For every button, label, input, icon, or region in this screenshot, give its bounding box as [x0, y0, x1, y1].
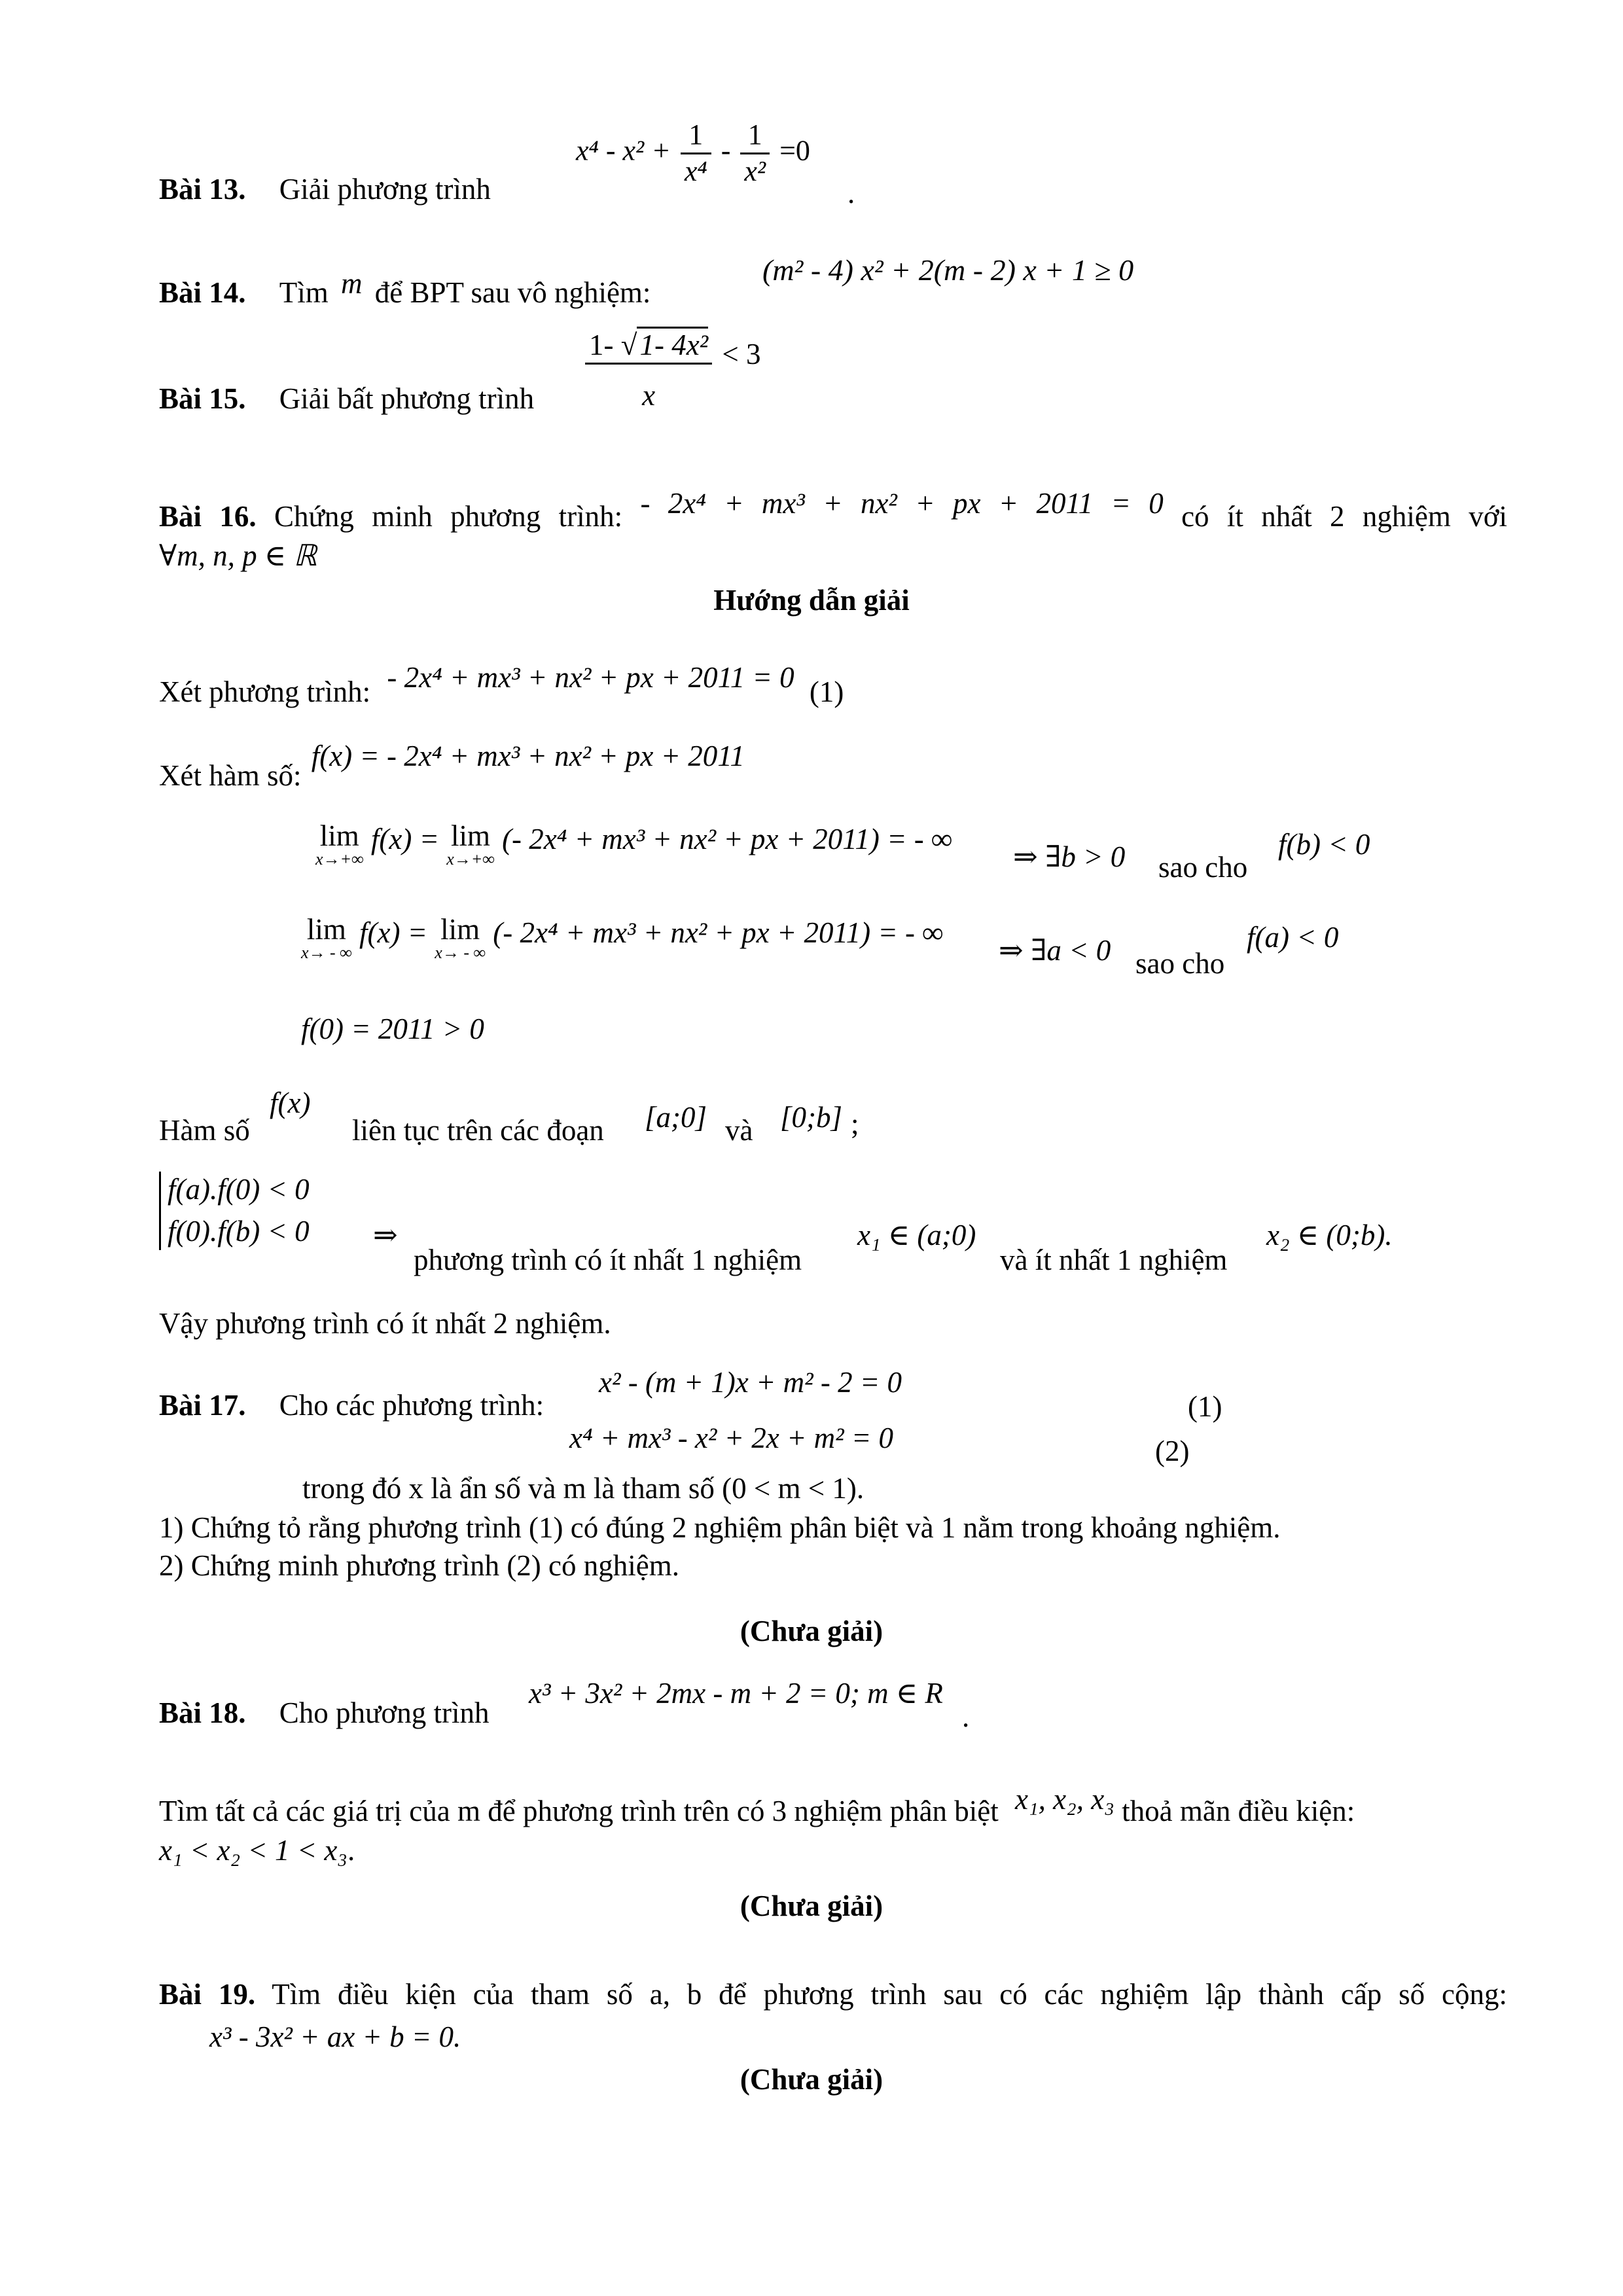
bai16-fn: f(x) = - 2x⁴ + mx³ + nx² + px + 2011: [311, 740, 745, 772]
bai13-frac1-num: 1: [681, 118, 711, 154]
cont-text4: ;: [851, 1107, 859, 1140]
bai18-cond: [159, 1833, 355, 1868]
cont-text1: Hàm số: [159, 1114, 250, 1147]
bai17-eq2-tag: (2): [1155, 1435, 1190, 1467]
bai16-text1: Chứng minh phương trình:: [274, 500, 623, 533]
bai13-formula: [576, 118, 810, 189]
bai17-row: [159, 1388, 544, 1423]
bai13-lead: x⁴ - x² +: [576, 134, 671, 167]
bai16-conclusion: Vậy phương trình có ít nhất 2 nghiệm.: [159, 1307, 611, 1340]
bai13-label: Bài 13.: [159, 173, 246, 206]
bai13-period: .: [847, 177, 855, 209]
bai13-frac1-den: x⁴: [684, 154, 707, 187]
cont-text3: và: [725, 1114, 753, 1147]
root-text1: phương trình có ít nhất 1 nghiệm: [414, 1244, 802, 1276]
lim1-a: [315, 821, 364, 868]
bai14-var: m: [341, 267, 363, 300]
bai16-text2: có ít nhất 2 nghiệm với: [1181, 500, 1508, 533]
lim1-expr: f(x) =: [370, 823, 439, 855]
bai16-formula: - 2x⁴ + mx³ + nx² + px + 2011 = 0: [640, 487, 1164, 520]
bai18-note: (Chưa giải): [740, 1890, 883, 1922]
bai15-formula: [582, 327, 761, 413]
lim1-sub-a: x→+∞: [315, 850, 364, 869]
lim2-impl: ⇒ ∃a < 0: [999, 934, 1111, 967]
lim2-sub-a: x→ - ∞: [301, 943, 352, 962]
bai17-text: Cho các phương trình:: [279, 1389, 544, 1422]
cont-int2: [0;b]: [780, 1101, 843, 1134]
bai14-text2: để BPT sau vô nghiệm:: [374, 276, 651, 309]
bai13-frac2-den: x²: [744, 154, 766, 187]
bai17-note: (Chưa giải): [740, 1615, 883, 1647]
system-brace: [159, 1172, 310, 1250]
bai19-row: [159, 1977, 1507, 2012]
bai13-mid: -: [721, 134, 731, 167]
cont-text2: liên tục trên các đoạn: [352, 1114, 604, 1147]
bai16-label: Bài 16.: [159, 500, 257, 533]
bai13-frac2: [740, 118, 770, 189]
bai15-text: Giải bất phương trình: [279, 382, 535, 415]
bai19-text: Tìm điều kiện của tham số a, b để phương trình sau có các nghiệm lập thành cấp số cộng:: [272, 1978, 1507, 2011]
bai15-label: Bài 15.: [159, 382, 246, 415]
bai14-formula: (m² - 4) x² + 2(m - 2) x + 1 ≥ 0: [762, 253, 1134, 287]
bai15-num-root: 1- 4x²: [637, 327, 708, 361]
lim2-rhs: (- 2x⁴ + mx³ + nx² + px + 2011) = - ∞: [493, 916, 944, 949]
bai17-label: Bài 17.: [159, 1389, 246, 1422]
bai15-row: [159, 381, 534, 416]
lim2-cond: f(a) < 0: [1247, 921, 1339, 954]
lim1-cond: f(b) < 0: [1278, 828, 1370, 861]
lim2-such: sao cho: [1135, 947, 1225, 980]
bai19-note: (Chưa giải): [740, 2063, 883, 2096]
sys-line-1: f(a).f(0) < 0: [168, 1173, 310, 1206]
lim-word: lim: [306, 913, 346, 946]
lim1-such: sao cho: [1158, 851, 1248, 884]
bai18-text: Cho phương trình: [279, 1696, 490, 1729]
bai15-num-a: 1-: [589, 329, 614, 361]
bai14-label: Bài 14.: [159, 276, 246, 309]
lim2-b: [435, 915, 486, 961]
lim-word: lim: [319, 819, 359, 852]
bai19-label: Bài 19.: [159, 1978, 256, 2011]
consider-eq-row: [159, 661, 844, 709]
bai18-eq: x³ + 3x² + 2mx - m + 2 = 0; m ∈ R: [529, 1677, 943, 1710]
bai18-row: [159, 1695, 489, 1731]
bai18-cond-period: .: [347, 1834, 355, 1867]
bai17-q2: 2) Chứng minh phương trình (2) có nghiệm.: [159, 1549, 679, 1582]
lim-word: lim: [440, 913, 480, 946]
bai18-label: Bài 18.: [159, 1696, 246, 1729]
limit-row-2: [301, 915, 943, 961]
bai17-eq2: x⁴ + mx³ - x² + 2x + m² = 0: [569, 1422, 893, 1454]
lim2-expr: f(x) =: [359, 916, 428, 949]
bai14-row: [159, 267, 651, 310]
lim1-sub-b: x→+∞: [446, 850, 495, 869]
bai19-eq: x³ - 3x² + ax + b = 0.: [209, 2020, 461, 2053]
bai16-row: [159, 487, 1508, 534]
bai16-eq1: - 2x⁴ + mx³ + nx² + px + 2011 = 0: [387, 661, 794, 694]
bai17-eq1-tag: (1): [1188, 1390, 1222, 1423]
cont-int1: [a;0]: [645, 1101, 707, 1134]
bai15-rel: < 3: [722, 337, 761, 370]
bai15-den: x: [642, 379, 656, 412]
root-text2: và ít nhất 1 nghiệm: [1000, 1244, 1228, 1276]
lim1-rhs: (- 2x⁴ + mx³ + nx² + px + 2011) = - ∞: [502, 823, 953, 855]
bai18-find1: Tìm tất cả các giá trị của m để phương trình trên có 3 nghiệm phân biệt: [159, 1795, 999, 1827]
bai16-quant: ∀m, n, p ∈ ℝ: [159, 539, 317, 572]
bai18-cond-text: x₁ < x₂ < 1 < x₃: [159, 1834, 348, 1867]
cont-f: f(x): [270, 1086, 311, 1119]
bai13-frac2-num: 1: [740, 118, 770, 154]
bai18-find-row: [159, 1783, 1355, 1829]
bai15-frac: [585, 327, 712, 413]
bai13-tail: =0: [779, 134, 810, 167]
bai13-text: Giải phương trình: [279, 173, 491, 206]
bai16-heading: Hướng dẫn giải: [713, 584, 910, 617]
bai14-text1: Tìm: [279, 276, 329, 309]
lim1-b: [446, 821, 495, 868]
lim1-impl: ⇒ ∃b > 0: [1013, 840, 1126, 873]
sys-line-2: f(0).f(b) < 0: [168, 1215, 310, 1247]
bai18-find2: thoả mãn điều kiện:: [1122, 1795, 1355, 1827]
consider-eq-label: Xét phương trình:: [159, 675, 371, 708]
bai17-where: trong đó x là ẩn số và m là tham số (0 < m < 1).: [302, 1472, 865, 1505]
bai16-eq1-tag: (1): [809, 675, 844, 708]
bai13-row: [159, 171, 491, 207]
bai18-roots: x₁, x₂, x₃: [1015, 1783, 1115, 1816]
limit-row-1: [315, 821, 952, 868]
lim2-sub-b: x→ - ∞: [435, 943, 486, 962]
lim-word: lim: [450, 819, 490, 852]
sqrt-icon: √: [620, 329, 637, 361]
bai13-frac1: [681, 118, 711, 189]
bai18-period: .: [962, 1700, 970, 1733]
bai17-eq1: x² - (m + 1)x + m² - 2 = 0: [599, 1366, 902, 1399]
bai17-q1: 1) Chứng tỏ rằng phương trình (1) có đúng 2 nghiệm phân biệt và 1 nằm trong khoảng nghiệm.: [159, 1511, 1281, 1544]
consider-fn-label: Xét hàm số:: [159, 759, 302, 792]
f0-line: f(0) = 2011 > 0: [301, 1013, 484, 1045]
bai15-num: [585, 327, 712, 365]
lim2-a: [301, 915, 352, 961]
root1: x₁ ∈ (a;0): [857, 1219, 976, 1251]
sys-impl: ⇒: [373, 1219, 398, 1251]
root2: x₂ ∈ (0;b).: [1266, 1219, 1393, 1251]
consider-fn-row: [159, 740, 745, 793]
